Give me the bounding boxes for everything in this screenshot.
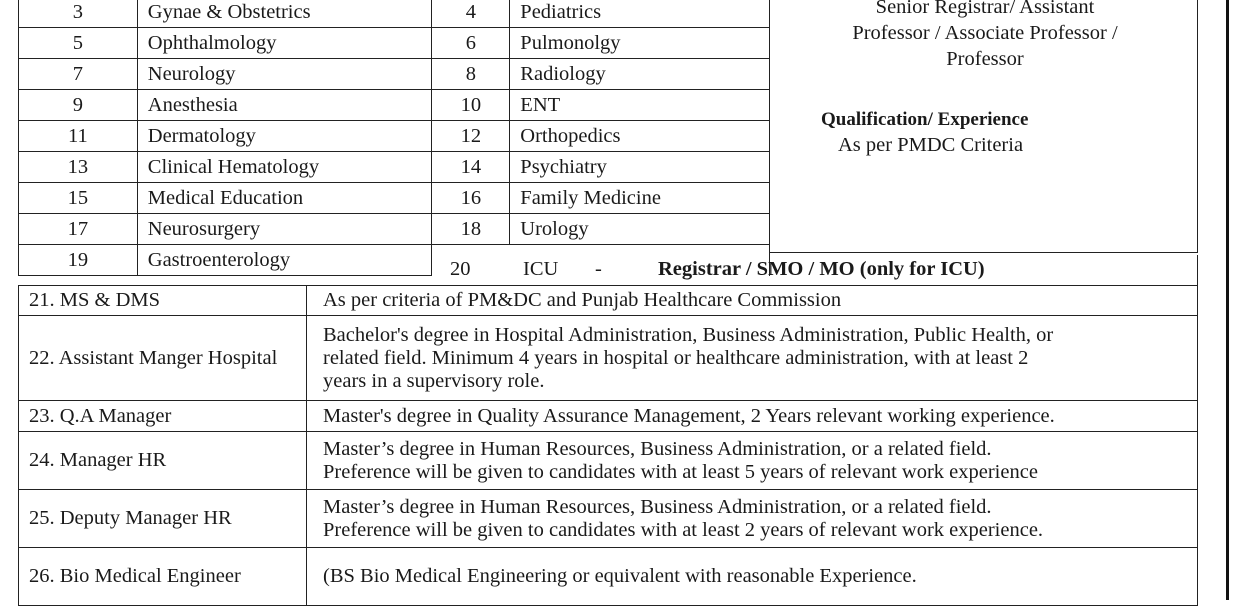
icu-designation: Registrar / SMO / MO (only for ICU) [658, 258, 985, 280]
specialty-number: 12 [432, 121, 510, 152]
specialty-name: Neurosurgery [137, 214, 432, 245]
requirement-line: years in a supervisory role. [323, 369, 545, 392]
specialty-number: 4 [432, 0, 510, 28]
table-row [19, 432, 1198, 490]
table-row [19, 214, 770, 245]
specialty-number: 7 [19, 59, 138, 90]
specialty-number: 8 [432, 59, 510, 90]
specialty-name: Urology [510, 214, 770, 245]
position-requirement [307, 490, 1198, 548]
position-title: 23. Q.A Manager [19, 401, 307, 432]
position-title: 24. Manager HR [19, 432, 307, 490]
table-row [19, 28, 770, 59]
table-row [19, 316, 1198, 401]
table-row [19, 90, 770, 121]
table-row [19, 121, 770, 152]
position-requirement [307, 401, 1198, 432]
specialty-name: Gastroenterology [137, 245, 432, 276]
table-row [19, 59, 770, 90]
position-title: 21. MS & DMS [19, 286, 307, 316]
requirement-line: Preference will be given to candidates with at least 5 years of relevant work experience [323, 460, 1038, 483]
position-requirement [307, 286, 1198, 316]
specialty-number: 3 [19, 0, 138, 28]
designation-panel [770, 0, 1198, 253]
table-row [19, 286, 1198, 316]
specialty-name: ENT [510, 90, 770, 121]
specialty-number: 14 [432, 152, 510, 183]
page-edge-border [1226, 0, 1229, 600]
requirement-line: Master's degree in Quality Assurance Management, 2 Years relevant working experience. [323, 404, 1055, 427]
qualification-heading: Qualification/ Experience [821, 109, 1029, 130]
table-row [19, 490, 1198, 548]
specialty-name: Orthopedics [510, 121, 770, 152]
designations-text [810, 0, 1160, 72]
dash-separator: - [595, 258, 602, 280]
specialty-name: Clinical Hematology [137, 152, 432, 183]
specialty-number: 18 [432, 214, 510, 245]
specialty-number: 5 [19, 28, 138, 59]
position-title: 26. Bio Medical Engineer [19, 548, 307, 606]
specialties-table [18, 0, 770, 276]
specialty-name: Gynae & Obstetrics [137, 0, 432, 28]
designation-line: Senior Registrar/ Assistant [875, 0, 1095, 18]
specialty-name: Ophthalmology [137, 28, 432, 59]
position-requirement [307, 432, 1198, 490]
requirements-table [18, 285, 1198, 606]
designation-line: Professor [946, 48, 1024, 70]
requirement-line: Master’s degree in Human Resources, Business Administration, or a related field. [323, 495, 992, 518]
requirement-line: As per criteria of PM&DC and Punjab Healthcare Commission [323, 289, 842, 311]
specialty-name: ICU [523, 258, 559, 280]
specialty-number: 11 [19, 121, 138, 152]
position-title: 22. Assistant Manger Hospital [19, 316, 307, 401]
requirement-line: Master’s degree in Human Resources, Business Administration, or a related field. [323, 437, 992, 460]
specialty-name: Family Medicine [510, 183, 770, 214]
specialty-name: Neurology [137, 59, 432, 90]
table-row [19, 548, 1198, 606]
table-row [19, 0, 770, 28]
requirement-line: Preference will be given to candidates with at least 2 years of relevant work experience. [323, 518, 1044, 541]
specialty-number: 15 [19, 183, 138, 214]
specialty-number: 17 [19, 214, 138, 245]
specialty-number: 9 [19, 90, 138, 121]
requirement-line: related field. Minimum 4 years in hospital or healthcare administration, with at least 2 [323, 346, 1029, 369]
specialty-name: Pulmonolgy [510, 28, 770, 59]
designation-line: Professor / Associate Professor / [852, 22, 1118, 44]
specialty-name: Pediatrics [510, 0, 770, 28]
specialty-number: 16 [432, 183, 510, 214]
specialty-number: 19 [19, 245, 138, 276]
specialty-name: Dermatology [137, 121, 432, 152]
table-row [19, 401, 1198, 432]
specialty-name: Medical Education [137, 183, 432, 214]
requirement-line: Bachelor's degree in Hospital Administration, Business Administration, Public Health, or [323, 323, 1054, 346]
specialty-name: Psychiatry [510, 152, 770, 183]
position-title: 25. Deputy Manager HR [19, 490, 307, 548]
position-requirement [307, 548, 1198, 606]
requirement-line: (BS Bio Medical Engineering or equivalent with reasonable Experience. [323, 565, 917, 587]
specialty-number: 10 [432, 90, 510, 121]
icu-row [430, 255, 1198, 285]
specialty-number: 6 [432, 28, 510, 59]
specialty-number: 20 [450, 258, 471, 280]
table-row [19, 152, 770, 183]
table-row [19, 183, 770, 214]
position-requirement [307, 316, 1198, 401]
specialty-name: Radiology [510, 59, 770, 90]
specialty-number: 13 [19, 152, 138, 183]
specialty-name: Anesthesia [137, 90, 432, 121]
qualification-text: As per PMDC Criteria [838, 134, 1024, 156]
